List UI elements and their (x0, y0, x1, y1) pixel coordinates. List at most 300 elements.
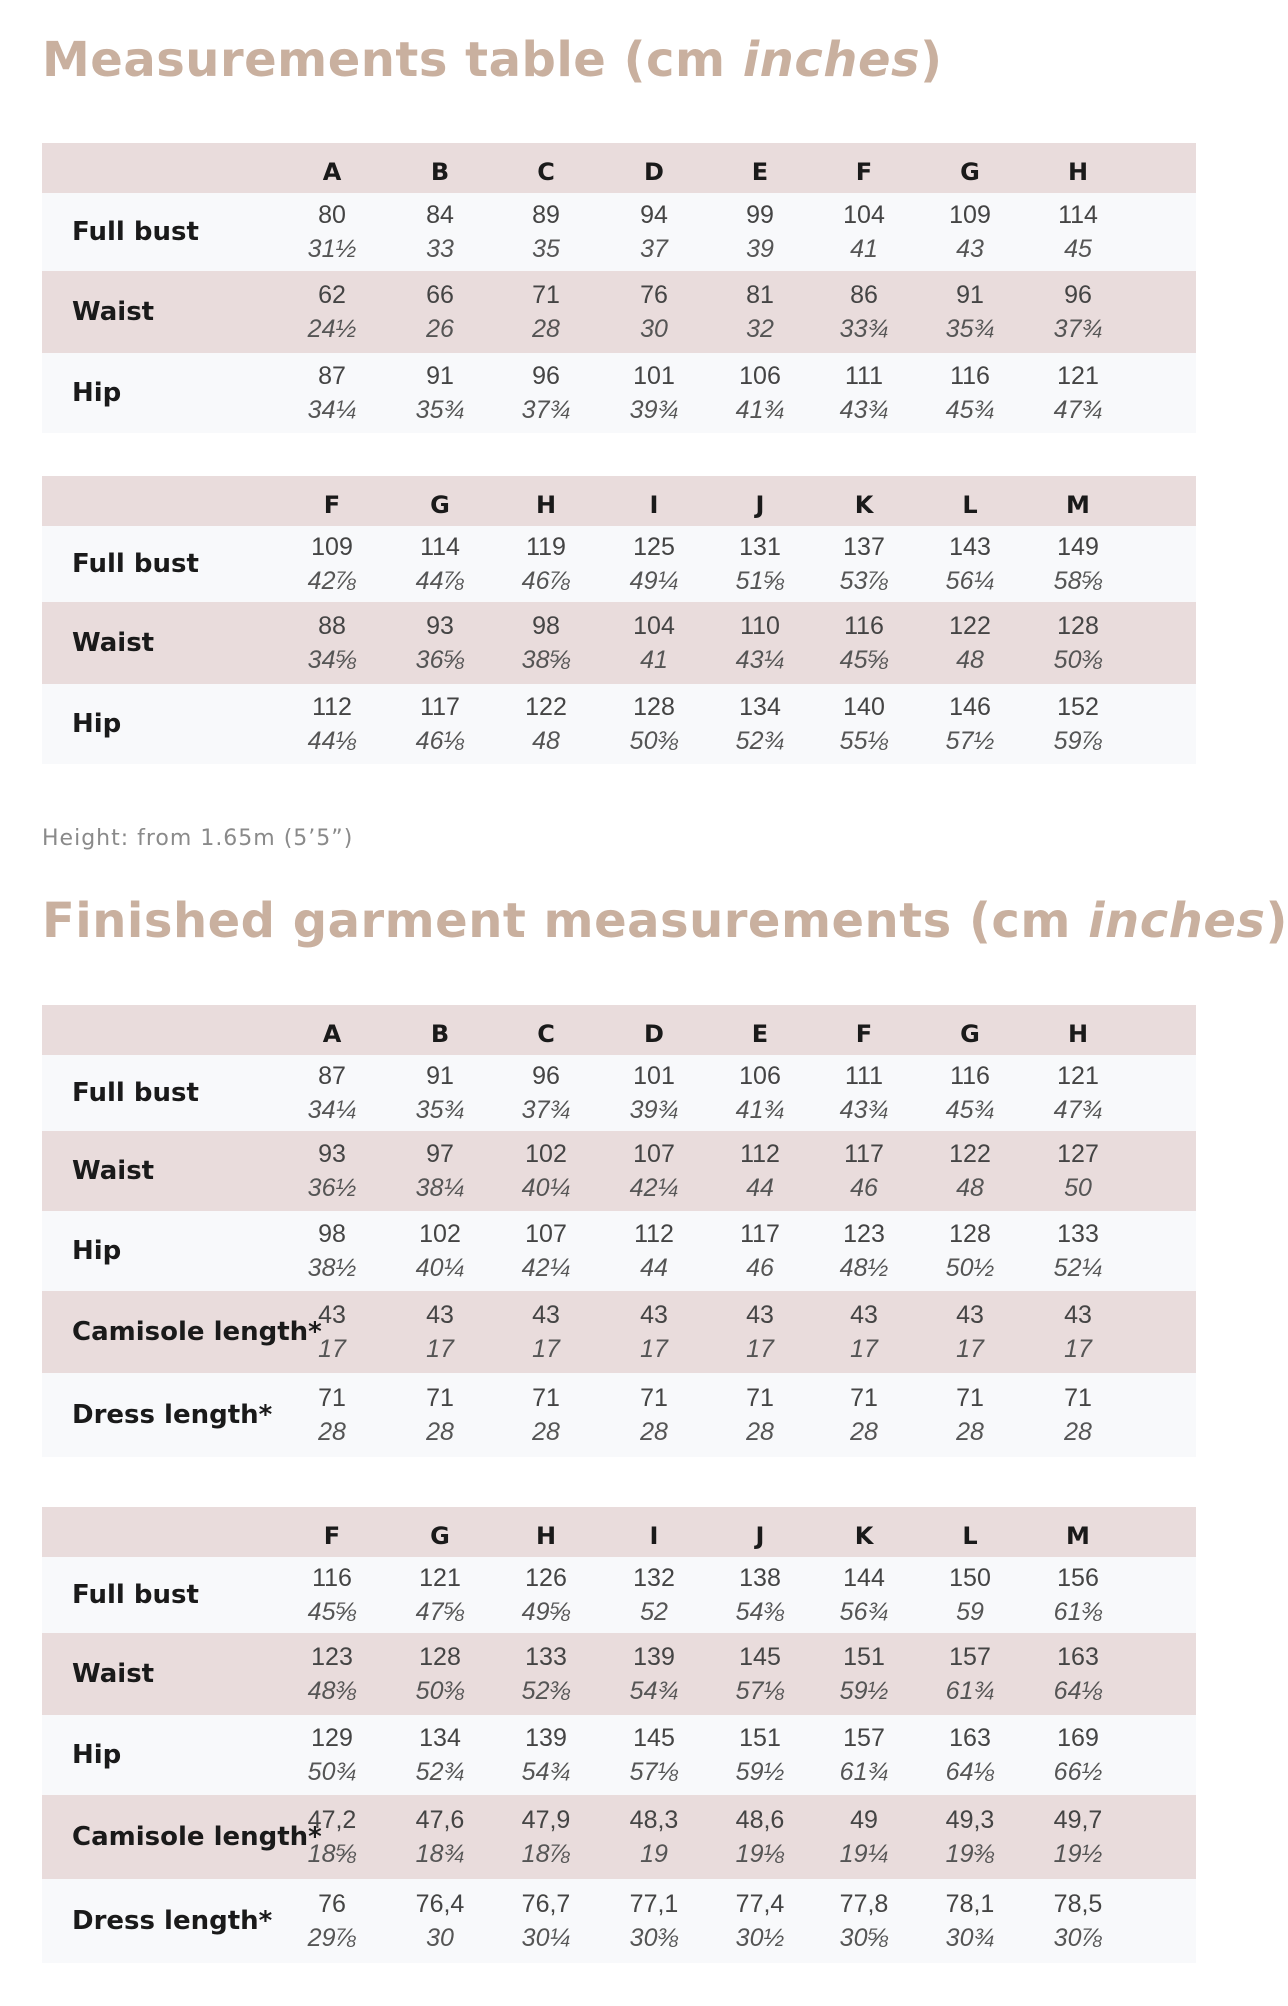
measurement-cell (1064, 1291, 1092, 1373)
measurement-cell (946, 1055, 995, 1131)
cm-value: 112 (634, 1220, 674, 1248)
inch-value: 58⅝ (1053, 567, 1103, 595)
measurement-cell (946, 271, 995, 353)
inch-value: 17 (746, 1335, 774, 1363)
inch-value: 37¾ (521, 396, 571, 424)
measurement-cell (532, 271, 560, 353)
inch-value: 17 (532, 1335, 560, 1363)
inch-value: 39¾ (629, 1096, 679, 1124)
inch-value: 30 (640, 315, 668, 343)
inch-value: 42¼ (629, 1174, 679, 1202)
inch-value: 44 (640, 1254, 668, 1282)
inch-value: 50⅜ (415, 1677, 465, 1705)
measurement-cell (840, 1879, 889, 1963)
cm-value: 76,7 (521, 1890, 571, 1918)
size-header-f: F (323, 1522, 341, 1550)
cm-value: 145 (633, 1724, 675, 1752)
table-row-full-bust (42, 193, 1196, 271)
measurement-cell (426, 271, 454, 353)
measurement-cell (308, 193, 357, 271)
measurement-cell (522, 1795, 571, 1879)
inch-value: 47⅝ (415, 1598, 465, 1626)
cm-value: 122 (949, 612, 991, 640)
cm-value: 77,4 (735, 1890, 785, 1918)
measurement-cell (522, 1879, 571, 1963)
size-header-h: H (535, 491, 557, 519)
cm-value: 117 (844, 1140, 884, 1168)
row-label: Waist (72, 628, 155, 658)
cm-value: 102 (419, 1220, 461, 1248)
size-header-i: I (649, 491, 659, 519)
cm-value: 87 (318, 362, 346, 390)
inch-value: 37 (640, 235, 668, 263)
cm-value: 116 (312, 1564, 352, 1592)
size-header-h: H (535, 1522, 557, 1550)
cm-value: 138 (739, 1564, 781, 1592)
row-label: Camisole length* (72, 1822, 322, 1852)
measurement-cell (522, 602, 571, 684)
measurement-cell (946, 1633, 995, 1715)
table-row-dress-length (42, 1373, 1196, 1457)
cm-value: 117 (420, 693, 460, 721)
inch-value: 17 (850, 1335, 878, 1363)
cm-value: 117 (740, 1220, 780, 1248)
measurement-cell (640, 271, 668, 353)
finished-measurements-table-a-h (42, 1005, 1196, 1457)
cm-value: 102 (525, 1140, 567, 1168)
cm-value: 128 (419, 1643, 461, 1671)
cm-value: 43 (640, 1301, 668, 1329)
inch-value: 40¼ (415, 1254, 465, 1282)
measurement-cell (522, 1055, 571, 1131)
cm-value: 96 (1064, 281, 1092, 309)
measurement-cell (850, 1291, 878, 1373)
cm-value: 110 (740, 612, 780, 640)
measurement-cell (956, 1291, 984, 1373)
cm-value: 66 (426, 281, 454, 309)
body-measurements-table-a-h (42, 143, 1196, 433)
cm-value: 80 (318, 201, 346, 229)
cm-value: 144 (843, 1564, 885, 1592)
cm-value: 76 (318, 1890, 346, 1918)
cm-value: 49,7 (1053, 1806, 1103, 1834)
cm-value: 149 (1057, 533, 1099, 561)
size-header-row (42, 1005, 1196, 1055)
measurement-cell (416, 1795, 465, 1879)
inch-value: 29⅞ (307, 1924, 357, 1952)
measurement-cell (318, 1291, 346, 1373)
inch-value: 30⅜ (629, 1924, 679, 1952)
inch-value: 64⅛ (945, 1758, 995, 1786)
inch-value: 36⅝ (415, 646, 465, 674)
cm-value: 43 (746, 1301, 774, 1329)
cm-value: 129 (311, 1724, 353, 1752)
measurement-cell (308, 1795, 357, 1879)
measurement-cell (844, 1131, 884, 1211)
size-header-l: L (962, 1522, 978, 1550)
inch-value: 40¼ (521, 1174, 571, 1202)
row-label: Hip (72, 378, 122, 408)
table-row-dress-length (42, 1879, 1196, 1963)
inch-value: 38⅝ (521, 646, 571, 674)
cm-value: 43 (426, 1301, 454, 1329)
table-row-hip (42, 1211, 1196, 1291)
inch-value: 46⅞ (521, 567, 571, 595)
size-header-g: G (430, 1522, 450, 1550)
cm-value: 96 (532, 1062, 560, 1090)
size-header-d: D (644, 1020, 664, 1048)
size-header-row (42, 1507, 1196, 1557)
inch-value: 44⅛ (307, 727, 357, 755)
cm-value: 43 (956, 1301, 984, 1329)
size-header-row (42, 476, 1196, 526)
cm-value: 48,6 (735, 1806, 785, 1834)
inch-value: 17 (426, 1335, 454, 1363)
cm-value: 107 (525, 1220, 567, 1248)
measurement-cell (736, 353, 785, 433)
measurement-cell (416, 1715, 465, 1795)
cm-value: 151 (843, 1643, 885, 1671)
inch-value: 48⅜ (307, 1677, 357, 1705)
inch-value: 30¼ (521, 1924, 571, 1952)
size-header-c: C (537, 1020, 555, 1048)
cm-value: 47,2 (307, 1806, 357, 1834)
row-label: Waist (72, 297, 155, 327)
inch-value: 50⅜ (1053, 646, 1103, 674)
cm-value: 139 (633, 1643, 675, 1671)
size-header-b: B (430, 1020, 450, 1048)
measurement-cell (522, 526, 571, 602)
table-row-camisole-length (42, 1291, 1196, 1373)
inch-value: 46 (746, 1254, 774, 1282)
cm-value: 62 (318, 281, 346, 309)
table-row-waist (42, 602, 1196, 684)
cm-value: 150 (949, 1564, 991, 1592)
inch-value: 28 (318, 1418, 346, 1446)
inch-value: 35¾ (945, 315, 995, 343)
inch-value: 49⅝ (521, 1598, 571, 1626)
cm-value: 109 (949, 201, 991, 229)
cm-value: 106 (739, 1062, 781, 1090)
inch-value: 28 (850, 1418, 878, 1446)
size-header-a: A (322, 1020, 342, 1048)
size-header-b: B (430, 158, 450, 186)
measurement-cell (416, 1131, 465, 1211)
inch-value: 48 (956, 1174, 984, 1202)
cm-value: 71 (532, 1384, 560, 1412)
inch-value: 54⅜ (735, 1598, 785, 1626)
table-row-hip (42, 1715, 1196, 1795)
measurement-cell (1058, 193, 1098, 271)
measurement-cell (736, 526, 785, 602)
measurement-cell (949, 1131, 991, 1211)
cm-value: 116 (950, 1062, 990, 1090)
measurement-cell (426, 1373, 454, 1457)
table-row-hip (42, 353, 1196, 433)
cm-value: 125 (633, 533, 675, 561)
measurement-cell (1054, 271, 1103, 353)
inch-value: 50 (1064, 1174, 1092, 1202)
inch-value: 43¾ (839, 1096, 889, 1124)
cm-value: 128 (633, 693, 675, 721)
cm-value: 101 (633, 362, 675, 390)
inch-value: 44⅞ (415, 567, 465, 595)
table-row-waist (42, 1633, 1196, 1715)
inch-value: 30½ (735, 1924, 785, 1952)
row-label: Dress length* (72, 1906, 273, 1936)
row-label: Waist (72, 1659, 155, 1689)
inch-value: 37¾ (521, 1096, 571, 1124)
cm-value: 93 (318, 1140, 346, 1168)
measurement-cell (416, 1879, 465, 1963)
inch-value: 55⅛ (839, 727, 889, 755)
row-label: Full bust (72, 549, 199, 579)
cm-value: 86 (850, 281, 878, 309)
row-label: Dress length* (72, 1400, 273, 1430)
measurement-cell (416, 1633, 465, 1715)
size-header-row (42, 143, 1196, 193)
inch-value: 42⅞ (307, 567, 357, 595)
measurement-cell (308, 1055, 357, 1131)
cm-value: 169 (1057, 1724, 1099, 1752)
cm-value: 121 (419, 1564, 461, 1592)
size-header-l: L (962, 491, 978, 519)
measurement-cell (843, 193, 885, 271)
cm-value: 96 (532, 362, 560, 390)
size-header-f: F (855, 158, 873, 186)
cm-value: 140 (843, 693, 885, 721)
inch-value: 57⅛ (735, 1677, 785, 1705)
measurement-cell (840, 271, 889, 353)
measurement-cell (308, 602, 357, 684)
cm-value: 77,8 (839, 1890, 889, 1918)
inch-value: 30 (426, 1924, 454, 1952)
measurement-cell (630, 1795, 679, 1879)
measurement-cell (746, 193, 774, 271)
inch-value: 43 (956, 235, 984, 263)
cm-value: 121 (1057, 1062, 1099, 1090)
measurement-cell (630, 1055, 679, 1131)
cm-value: 143 (949, 533, 991, 561)
measurement-cell (736, 1557, 785, 1633)
size-header-g: G (960, 158, 980, 186)
row-label: Hip (72, 1740, 122, 1770)
measurement-cell (946, 1211, 995, 1291)
row-label: Waist (72, 1156, 155, 1186)
measurement-cell (525, 684, 567, 764)
cm-value: 156 (1057, 1564, 1099, 1592)
cm-value: 104 (633, 612, 675, 640)
cm-value: 76,4 (415, 1890, 465, 1918)
inch-value: 35 (532, 235, 560, 263)
cm-value: 133 (525, 1643, 567, 1671)
measurement-cell (840, 1633, 889, 1715)
inch-value: 30¾ (945, 1924, 995, 1952)
measurement-cell (840, 1795, 889, 1879)
cm-value: 84 (426, 201, 454, 229)
cm-value: 97 (426, 1140, 454, 1168)
size-header-h: H (1067, 158, 1089, 186)
inch-value: 41¾ (735, 1096, 785, 1124)
cm-value: 114 (1058, 201, 1098, 229)
inch-value: 48 (956, 646, 984, 674)
measurement-cell (630, 1131, 679, 1211)
inch-value: 18⅝ (307, 1840, 357, 1868)
cm-value: 114 (420, 533, 460, 561)
measurement-cell (630, 526, 679, 602)
measurement-cell (746, 1373, 774, 1457)
row-label: Full bust (72, 1580, 199, 1610)
inch-value: 33 (426, 235, 454, 263)
measurement-cell (946, 353, 995, 433)
measurement-cell (736, 602, 785, 684)
measurement-cell (949, 1557, 991, 1633)
measurement-cell (522, 353, 571, 433)
table-row-waist (42, 1131, 1196, 1211)
measurement-cell (736, 1715, 785, 1795)
inch-value: 28 (532, 315, 560, 343)
cm-value: 43 (318, 1301, 346, 1329)
measurement-cell (1054, 353, 1103, 433)
inch-value: 47¾ (1053, 1096, 1103, 1124)
inch-value: 35¾ (415, 1096, 465, 1124)
measurement-cell (308, 1715, 357, 1795)
cm-value: 47,6 (415, 1806, 465, 1834)
inch-value: 33¾ (839, 315, 889, 343)
measurement-cell (308, 271, 357, 353)
measurement-cell (736, 1795, 785, 1879)
cm-value: 78,1 (945, 1890, 995, 1918)
measurement-cell (946, 1879, 995, 1963)
measurement-cell (532, 193, 560, 271)
inch-value: 50½ (945, 1254, 995, 1282)
inch-value: 41 (640, 646, 668, 674)
measurement-cell (740, 1211, 780, 1291)
inch-value: 59½ (735, 1758, 785, 1786)
measurement-cell (840, 1715, 889, 1795)
inch-value: 28 (426, 1418, 454, 1446)
measurement-cell (1054, 602, 1103, 684)
measurement-cell (946, 1795, 995, 1879)
inch-value: 44 (746, 1174, 774, 1202)
inch-value: 61¾ (945, 1677, 995, 1705)
inch-value: 52¼ (1053, 1254, 1103, 1282)
size-header-c: C (537, 158, 555, 186)
cm-value: 48,3 (629, 1806, 679, 1834)
inch-value: 17 (956, 1335, 984, 1363)
finished-measurements-table-f-m (42, 1507, 1196, 1963)
row-label: Full bust (72, 1078, 199, 1108)
inch-value: 30⅝ (839, 1924, 889, 1952)
measurement-cell (416, 1211, 465, 1291)
inch-value: 50⅜ (629, 727, 679, 755)
cm-value: 99 (746, 201, 774, 229)
inch-value: 52¾ (415, 1758, 465, 1786)
inch-value: 57⅛ (629, 1758, 679, 1786)
inch-value: 52⅜ (521, 1677, 571, 1705)
measurement-cell (416, 526, 465, 602)
cm-value: 91 (426, 1062, 454, 1090)
measurement-cell (1054, 1055, 1103, 1131)
inch-value: 56¼ (945, 567, 995, 595)
inch-value: 49¼ (629, 567, 679, 595)
cm-value: 116 (950, 362, 990, 390)
cm-value: 127 (1057, 1140, 1099, 1168)
cm-value: 123 (843, 1220, 885, 1248)
row-label: Camisole length* (72, 1317, 322, 1347)
inch-value: 32 (746, 315, 774, 343)
measurement-cell (1054, 1879, 1103, 1963)
row-label: Hip (72, 1236, 122, 1266)
size-header-e: E (751, 1020, 769, 1048)
measurement-cell (840, 526, 889, 602)
inch-value: 18⅞ (521, 1840, 571, 1868)
inch-value: 59½ (839, 1677, 889, 1705)
inch-value: 56¾ (839, 1598, 889, 1626)
inch-value: 59 (956, 1598, 984, 1626)
measurement-cell (308, 1633, 357, 1715)
measurement-cell (736, 684, 785, 764)
cm-value: 71 (426, 1384, 454, 1412)
size-header-f: F (855, 1020, 873, 1048)
cm-value: 77,1 (629, 1890, 679, 1918)
measurement-cell (746, 1291, 774, 1373)
measurement-cell (532, 1291, 560, 1373)
measurement-cell (1054, 526, 1103, 602)
inch-value: 53⅞ (839, 567, 889, 595)
inch-value: 39¾ (629, 396, 679, 424)
measurement-cell (308, 526, 357, 602)
inch-value: 57½ (945, 727, 995, 755)
body-measurements-table-f-m (42, 476, 1196, 764)
cm-value: 122 (525, 693, 567, 721)
inch-value: 30⅞ (1053, 1924, 1103, 1952)
measurement-cell (308, 684, 357, 764)
size-header-k: K (854, 1522, 874, 1550)
measurement-cell (840, 1055, 889, 1131)
measurement-cell (308, 1211, 357, 1291)
inch-value: 31½ (307, 235, 357, 263)
table-row-full-bust (42, 1055, 1196, 1131)
inch-value: 26 (426, 315, 454, 343)
measurement-cell (740, 1131, 780, 1211)
inch-value: 43¾ (839, 396, 889, 424)
inch-value: 35¾ (415, 396, 465, 424)
size-header-d: D (644, 158, 664, 186)
size-header-h: H (1067, 1020, 1089, 1048)
measurement-cell (1054, 684, 1103, 764)
cm-value: 93 (426, 612, 454, 640)
cm-value: 71 (532, 281, 560, 309)
inch-value: 34¼ (307, 1096, 357, 1124)
cm-value: 91 (956, 281, 984, 309)
cm-value: 101 (633, 1062, 675, 1090)
cm-value: 71 (1064, 1384, 1092, 1412)
cm-value: 81 (746, 281, 774, 309)
measurement-cell (1054, 1795, 1103, 1879)
cm-value: 157 (843, 1724, 885, 1752)
measurement-cell (416, 602, 465, 684)
measurement-cell (522, 1211, 571, 1291)
cm-value: 107 (633, 1140, 675, 1168)
cm-value: 134 (739, 693, 781, 721)
size-header-g: G (960, 1020, 980, 1048)
measurement-cell (630, 1879, 679, 1963)
measurement-cell (308, 353, 357, 433)
table-row-waist (42, 271, 1196, 353)
inch-value: 45⅝ (839, 646, 889, 674)
row-label: Full bust (72, 217, 199, 247)
